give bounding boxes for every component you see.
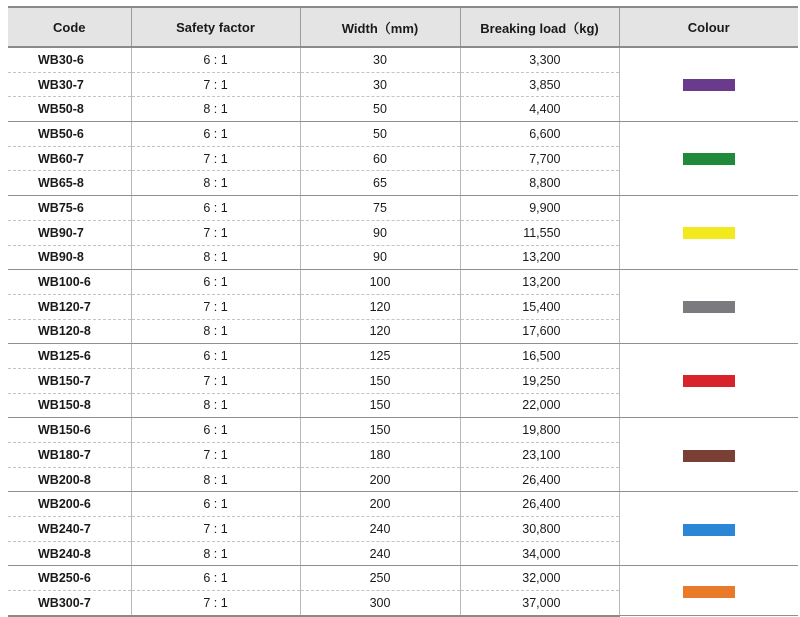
cell-width: 65 [300,171,460,196]
cell-breaking-load: 34,000 [460,541,619,566]
cell-width: 30 [300,47,460,72]
cell-safety-factor: 7 : 1 [131,294,300,319]
table-header-row [8,7,798,47]
cell-safety-factor: 6 : 1 [131,492,300,517]
cell-width: 60 [300,146,460,171]
cell-safety-factor: 8 : 1 [131,245,300,270]
cell-breaking-load: 15,400 [460,294,619,319]
cell-code: WB200-8 [8,467,131,492]
cell-width: 300 [300,591,460,616]
cell-safety-factor: 6 : 1 [131,344,300,369]
cell-breaking-load: 9,900 [460,196,619,221]
cell-colour [619,418,798,492]
cell-colour [619,270,798,344]
colour-swatch [683,301,735,313]
cell-safety-factor: 6 : 1 [131,122,300,147]
cell-code: WB100-6 [8,270,131,295]
cell-width: 240 [300,517,460,542]
cell-safety-factor: 7 : 1 [131,591,300,616]
cell-safety-factor: 6 : 1 [131,270,300,295]
cell-breaking-load: 3,850 [460,72,619,97]
table-row [8,566,798,591]
cell-breaking-load: 7,700 [460,146,619,171]
cell-width: 90 [300,245,460,270]
colour-swatch [683,153,735,165]
cell-code: WB30-7 [8,72,131,97]
cell-code: WB120-8 [8,319,131,344]
cell-code: WB240-7 [8,517,131,542]
cell-width: 180 [300,443,460,468]
webbing-sling-spec-table [8,6,798,617]
cell-width: 150 [300,418,460,443]
cell-code: WB30-6 [8,47,131,72]
cell-safety-factor: 8 : 1 [131,393,300,418]
cell-colour [619,344,798,418]
cell-safety-factor: 8 : 1 [131,171,300,196]
cell-code: WB75-6 [8,196,131,221]
cell-breaking-load: 17,600 [460,319,619,344]
cell-code: WB120-7 [8,294,131,319]
cell-safety-factor: 8 : 1 [131,541,300,566]
cell-breaking-load: 22,000 [460,393,619,418]
header-safety-factor: Safety factor [131,7,300,47]
spec-table-container [8,6,798,617]
cell-breaking-load: 19,250 [460,368,619,393]
cell-width: 120 [300,294,460,319]
table-body [8,47,798,616]
cell-code: WB250-6 [8,566,131,591]
cell-breaking-load: 3,300 [460,47,619,72]
cell-width: 50 [300,97,460,122]
table-row [8,418,798,443]
table-row [8,344,798,369]
cell-width: 50 [300,122,460,147]
cell-safety-factor: 6 : 1 [131,566,300,591]
cell-width: 75 [300,196,460,221]
cell-breaking-load: 23,100 [460,443,619,468]
cell-safety-factor: 7 : 1 [131,443,300,468]
cell-colour [619,566,798,616]
cell-breaking-load: 13,200 [460,245,619,270]
cell-safety-factor: 7 : 1 [131,517,300,542]
cell-code: WB90-8 [8,245,131,270]
cell-width: 100 [300,270,460,295]
cell-width: 200 [300,467,460,492]
colour-swatch [683,586,735,598]
cell-safety-factor: 8 : 1 [131,319,300,344]
table-row [8,47,798,72]
cell-breaking-load: 37,000 [460,591,619,616]
cell-code: WB50-8 [8,97,131,122]
cell-code: WB90-7 [8,220,131,245]
cell-width: 90 [300,220,460,245]
cell-breaking-load: 19,800 [460,418,619,443]
cell-width: 150 [300,368,460,393]
cell-breaking-load: 30,800 [460,517,619,542]
cell-code: WB240-8 [8,541,131,566]
cell-breaking-load: 6,600 [460,122,619,147]
colour-swatch [683,450,735,462]
cell-code: WB180-7 [8,443,131,468]
cell-code: WB125-6 [8,344,131,369]
cell-breaking-load: 4,400 [460,97,619,122]
cell-breaking-load: 8,800 [460,171,619,196]
cell-width: 200 [300,492,460,517]
cell-width: 250 [300,566,460,591]
cell-breaking-load: 26,400 [460,467,619,492]
cell-width: 30 [300,72,460,97]
colour-swatch [683,79,735,91]
cell-safety-factor: 6 : 1 [131,196,300,221]
colour-swatch [683,524,735,536]
cell-width: 240 [300,541,460,566]
cell-colour [619,196,798,270]
cell-code: WB150-7 [8,368,131,393]
cell-breaking-load: 11,550 [460,220,619,245]
table-row [8,122,798,147]
cell-safety-factor: 7 : 1 [131,146,300,171]
table-row [8,270,798,295]
cell-width: 150 [300,393,460,418]
cell-code: WB150-6 [8,418,131,443]
cell-width: 120 [300,319,460,344]
cell-colour [619,47,798,122]
colour-swatch [683,227,735,239]
cell-colour [619,122,798,196]
table-row [8,196,798,221]
cell-breaking-load: 16,500 [460,344,619,369]
cell-breaking-load: 32,000 [460,566,619,591]
cell-width: 125 [300,344,460,369]
colour-swatch [683,375,735,387]
cell-code: WB65-8 [8,171,131,196]
cell-code: WB60-7 [8,146,131,171]
header-code: Code [8,7,131,47]
cell-breaking-load: 26,400 [460,492,619,517]
cell-colour [619,492,798,566]
cell-code: WB300-7 [8,591,131,616]
cell-safety-factor: 8 : 1 [131,97,300,122]
cell-breaking-load: 13,200 [460,270,619,295]
cell-code: WB50-6 [8,122,131,147]
cell-safety-factor: 6 : 1 [131,418,300,443]
cell-safety-factor: 7 : 1 [131,368,300,393]
header-width: Width（mm) [300,7,460,47]
cell-safety-factor: 7 : 1 [131,72,300,97]
cell-safety-factor: 7 : 1 [131,220,300,245]
table-row [8,492,798,517]
header-colour: Colour [619,7,798,47]
cell-code: WB200-6 [8,492,131,517]
cell-safety-factor: 6 : 1 [131,47,300,72]
cell-code: WB150-8 [8,393,131,418]
cell-safety-factor: 8 : 1 [131,467,300,492]
header-breaking-load: Breaking load（kg) [460,7,619,47]
